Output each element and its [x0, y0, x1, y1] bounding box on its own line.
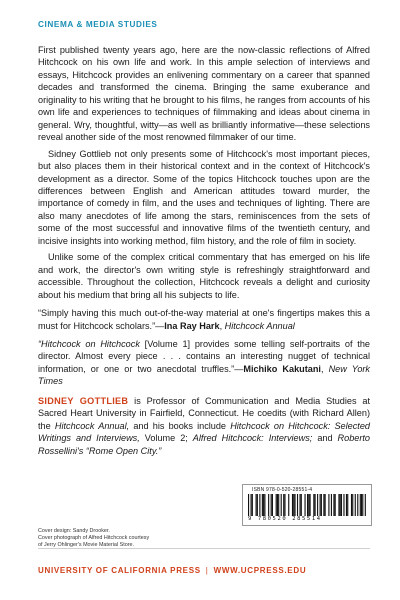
barcode-bar: [365, 494, 366, 516]
barcode-bar: [293, 494, 294, 516]
bio-text-4: and: [312, 433, 338, 444]
barcode-bar: [256, 494, 257, 516]
barcode-bar: [271, 494, 272, 516]
back-cover: [38, 0, 370, 600]
barcode-bar: [340, 494, 341, 516]
barcode-bar: [272, 494, 273, 516]
barcode-bar: [259, 494, 260, 516]
barcode-bar: [321, 494, 322, 516]
barcode-bar: [360, 494, 361, 516]
barcode-bar: [277, 494, 278, 516]
quote-2-title: “Hitchcock on Hitchcock: [38, 338, 140, 349]
barcode-bar: [325, 494, 326, 516]
barcode-bar: [331, 494, 332, 516]
quote-2-publication: New York Times: [38, 363, 370, 387]
bio-text-2: and his books include: [129, 420, 231, 431]
barcode-bar: [299, 494, 300, 516]
barcode-bar: [352, 494, 353, 516]
barcode-bar: [338, 494, 339, 516]
barcode-bar: [268, 494, 269, 516]
barcode-bar: [304, 494, 305, 516]
barcode-bar: [323, 494, 324, 516]
barcode-bar: [276, 494, 277, 516]
barcode-bar: [308, 494, 309, 516]
barcode-bar: [248, 494, 249, 516]
barcode-bar: [315, 494, 316, 516]
barcode-bar: [251, 494, 252, 516]
paragraph-1: First published twenty years ago, here are the now-classic reflections of Alfred Hitchcock on his own life and work. In this ample selection of interviews and essays, Hitchcock provides an enlivening commentary on a career that spanned decades and transformed the cinema. Bringing the same exuberance and originality to his writing that he brought to his films, he ranges from accounts of his own life and experiences to techniques of filmmaking and ideas about cinema in general. Wry, thoughtful, witty—as well as brilliantly informative—these selections reveal another side of the most renowned filmmaker of our time.: [38, 45, 370, 143]
credit-line-3: of Jerry Ohlinger's Movie Material Store.: [38, 542, 134, 549]
quote-1-attribution: Ina Ray Hark: [164, 320, 220, 331]
barcode-bar: [292, 494, 293, 516]
barcode-bar: [281, 494, 282, 516]
quote-2-attribution: Michiko Kakutani: [243, 363, 321, 374]
credit-line-2: Cover photograph of Alfred Hitchcock courtesy: [38, 535, 150, 542]
publisher-footer: [38, 566, 370, 575]
author-bio: [38, 395, 370, 457]
barcode-bar: [294, 494, 295, 516]
bio-title-1: Hitchcock Annual,: [54, 420, 130, 431]
barcode-bar: [278, 494, 279, 516]
barcode-bar: [320, 494, 321, 516]
barcode-bar: [263, 494, 264, 516]
publisher-url: WWW.UCPRESS.EDU: [213, 566, 307, 575]
footer-rule: [38, 548, 370, 549]
barcode-bar: [288, 494, 289, 516]
publisher-name: UNIVERSITY OF CALIFORNIA PRESS: [38, 566, 201, 575]
barcode-bar: [301, 494, 302, 516]
barcode-bar: [262, 494, 263, 516]
barcode-bar: [347, 494, 348, 516]
barcode-bar: [361, 494, 362, 516]
quote-1-separator: ,: [219, 320, 225, 331]
blurb-quote-1: [38, 307, 370, 332]
category-label: CINEMA & MEDIA STUDIES: [38, 20, 158, 29]
barcode-bar: [317, 494, 318, 516]
barcode-bar: [346, 494, 347, 516]
footer-separator: |: [205, 566, 209, 575]
quote-1-publication: Hitchcock Annual: [224, 320, 295, 331]
barcode-bar: [310, 494, 311, 516]
barcode-bar: [313, 494, 314, 516]
barcode-bar: [335, 494, 336, 516]
quote-2-text: [Volume 1] provides some telling self-portraits of the director. Almost every piece . . . contains an interesting nugget of technical information, or one or two anecdotal truffles.”—: [38, 338, 370, 374]
barcode-bar: [355, 494, 356, 516]
barcode-bar: [333, 494, 334, 516]
barcode-bar: [252, 494, 253, 516]
barcode-bar: [264, 494, 265, 516]
paragraph-3: Unlike some of the complex critical commentary that has emerged on his life and work, the director's own writing style is refreshingly straightforward and accessible. Throughout the collection, Hitchcock reveals a delight and curiosity about his medium that bring all his subjects to life.: [38, 252, 370, 300]
bio-text-3: Volume 2;: [139, 433, 193, 444]
barcode-bar: [284, 494, 285, 516]
barcode-bar: [307, 494, 308, 516]
description: [38, 44, 370, 461]
barcode-bar: [357, 494, 358, 516]
bio-title-4: Roberto Rossellini's “Rome Open City.”: [38, 433, 371, 456]
barcode-bar: [297, 494, 298, 516]
barcode-bar: [328, 494, 329, 516]
bio-text-1: is Professor of Communication and Media Studies at Sacred Heart University in Fairfield, Connecticut. He coedits (with Richard Allen) the: [38, 395, 370, 431]
barcode-icon: [248, 494, 366, 516]
barcode-bar: [283, 494, 284, 516]
barcode-digits: 9 780520 285514: [248, 516, 322, 522]
bio-title-2: Hitchcock on Hitchcock: Selected Writings and Interviews,: [38, 420, 370, 444]
quote-1-text: “Simply having this much out-of-the-way material at one's fingertips makes this a must for Hitchcock scholars.”—: [38, 308, 370, 331]
paragraph-2: Sidney Gottlieb not only presents some of Hitchcock's most important pieces, but also places them in their historical context and in the context of Hitchcock's development as a director. Some of the topics Hitchcock touches upon are the differences between English and American attitudes toward murder, the importance of comedy in film, and the uses and techniques of lighting. There are also many anecdotes of life among the stars, reminiscences from the sets of some of the most successful and innovative films of the twentieth century, and incisive insights into working method, film history, and the role of film in society.: [38, 148, 370, 246]
author-name: SIDNEY GOTTLIEB: [38, 395, 129, 406]
blurb-quote-2: [38, 338, 370, 388]
barcode-bar: [257, 494, 258, 516]
barcode-bar: [351, 494, 352, 516]
barcode-bar: [343, 494, 344, 516]
cover-credits: [38, 528, 238, 550]
quote-2-separator: ,: [320, 363, 329, 374]
barcode-bar: [341, 494, 342, 516]
bio-title-3: Alfred Hitchcock: Interviews;: [192, 433, 313, 444]
credit-line-1: Cover design: Sandy Drooker.: [38, 528, 110, 534]
isbn-label: ISBN 978-0-520-28551-4: [252, 487, 313, 493]
barcode-bar: [362, 494, 363, 516]
